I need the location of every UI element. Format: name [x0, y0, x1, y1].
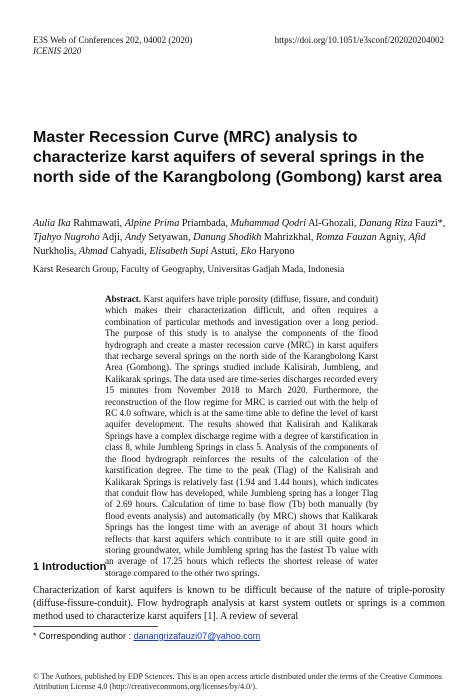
section-heading: 1 Introduction	[33, 561, 107, 573]
author-given-name: Afid	[408, 232, 426, 243]
abstract-text: Karst aquifers have triple porosity (diffuse, fissure, and conduit) which makes their characterization difficult, and often requires a combination of particular methods and investigation over a long period. The purpose of this study is to analyse the components of the flood hydrograph and create a master recession curve (MRC) in karst aquifers that recharge several springs on the north side of the Karangbolong Karst Area (Gombong). The springs studied include Kalisirah, Jumbleng, and Kalikarak springs. The data used are time-series discharges recorded every 15 minutes from November 2018 to March 2020. Furthermore, the reconstruction of the flow regime for MRC is carried out with the help of RC 4.0 software, which is at the same time able to define the level of karst aquifer development. The results showed that Kalisirah and Kalikarak Springs have a complex discharge regime with a degree of karstification in class 8, while Jumbleng Springs in class 5. Analysis of the components of the flood hydrograph reinforces the results of the calculation of the karstification degree. The time to the peak (Tlag) of the Kalisirah and Kalikarak Springs is relatively fast (1.94 and 1.44 hours), which indicates that conduit flow has developed, while Jumbleng spring has a longer Tlag of 2.69 hours. Calculation of time to base flow (Tb) both manually (by flood events analysis) and automatically (by MRC) shows that Kalikarak Springs has the longest time with an average of about 31 hours which reflects that karst aquifers which contribute to it are still quite good in storing groundwater, while Jumbleng spring has the fastest Tb value with an average of 17.25 hours which reflects the shortest release of water storage compared to the other two springs.	[105, 294, 378, 578]
author-name	[240, 246, 294, 257]
author-family-name: Rahmawati	[73, 218, 120, 229]
author-given-name: Tjahyo Nugroho	[33, 232, 100, 243]
author-name	[79, 246, 144, 257]
author-given-name: Andy	[124, 232, 146, 243]
footnote-label: * Corresponding author :	[33, 631, 132, 641]
author-family-name: Agniy	[378, 232, 404, 243]
footnote-divider	[33, 626, 158, 627]
author-name	[125, 218, 226, 229]
abstract	[105, 294, 378, 579]
paper-title: Master Recession Curve (MRC) analysis to characterize karst aquifers of several springs in the north side of the Karangbolong (Gombong) karst area	[33, 129, 442, 186]
author-family-name: Astuti	[210, 246, 236, 257]
author-name	[125, 232, 188, 243]
license-notice: © The Authors, published by EDP Sciences. This is an open access article distributed under the terms of the Creative Commons Attribution License 4.0 (http://creativecommons.org/licenses/by/4.0/).	[33, 672, 442, 691]
author-given-name: Muhammad Qodri	[230, 218, 307, 229]
proceedings-name: ICENIS 2020	[33, 46, 82, 56]
author-list: Aulia Ika Rahmawati, Alpine Prima Priambada, Muhammad Qodri Al-Ghozali, Danang Riza Fauzi*, Tjahyo Nugroho Adji, Andy Setyawan, Danung Shodikh Mahrizkhal, Romza Fauzan Agniy, Afid Nurkholis, Ahmad Cahyadi, Elisabeth Supi Astuti, Eko Haryono	[33, 218, 446, 257]
footnote	[33, 631, 260, 642]
author-name	[33, 232, 120, 243]
doi-link[interactable]: https://doi.org/10.1051/e3sconf/202020204002	[274, 35, 444, 45]
author-family-name: Fauzi*	[415, 218, 443, 229]
author-name	[149, 246, 235, 257]
author-family-name: Haryono	[258, 246, 295, 257]
author-family-name: Nurkholis	[33, 246, 74, 257]
introduction-text: Characterization of karst aquifers is known to be difficult because of the nature of triple-porosity (diffuse-fissure-conduit). Flow hydrograph analysis at karst system outlets or springs is a common method used to characterize karst aquifers [1]. A review of several	[33, 585, 445, 622]
author-given-name: Danung Shodikh	[193, 232, 262, 243]
author-given-name: Alpine Prima	[124, 218, 180, 229]
author-name	[231, 218, 354, 229]
abstract-label: Abstract.	[105, 294, 142, 304]
author-family-name: Priambada	[181, 218, 226, 229]
author-given-name: Eko	[240, 246, 257, 257]
running-header-left	[33, 35, 192, 57]
author-given-name: Romza Fauzan	[315, 232, 377, 243]
author-given-name: Aulia Ika	[33, 218, 71, 229]
corresponding-email-link[interactable]: danangrizafauzi07@yahoo.com	[133, 631, 261, 641]
author-name	[33, 218, 120, 229]
author-given-name: Danang Riza	[359, 218, 413, 229]
conference-line: E3S Web of Conferences 202, 04002 (2020)	[33, 35, 193, 45]
author-family-name: Mahrizkhal	[263, 232, 311, 243]
author-family-name: Cahyadi	[110, 246, 145, 257]
author-family-name: Al-Ghozali	[308, 218, 354, 229]
author-family-name: Adji	[101, 232, 120, 243]
author-given-name: Elisabeth Supi	[149, 246, 209, 257]
affiliation: Karst Research Group, Faculty of Geography, Universitas Gadjah Mada, Indonesia	[33, 265, 345, 275]
author-name	[359, 218, 443, 229]
author-given-name: Ahmad	[78, 246, 108, 257]
author-family-name: Setyawan	[148, 232, 188, 243]
author-name	[316, 232, 404, 243]
author-name	[193, 232, 311, 243]
